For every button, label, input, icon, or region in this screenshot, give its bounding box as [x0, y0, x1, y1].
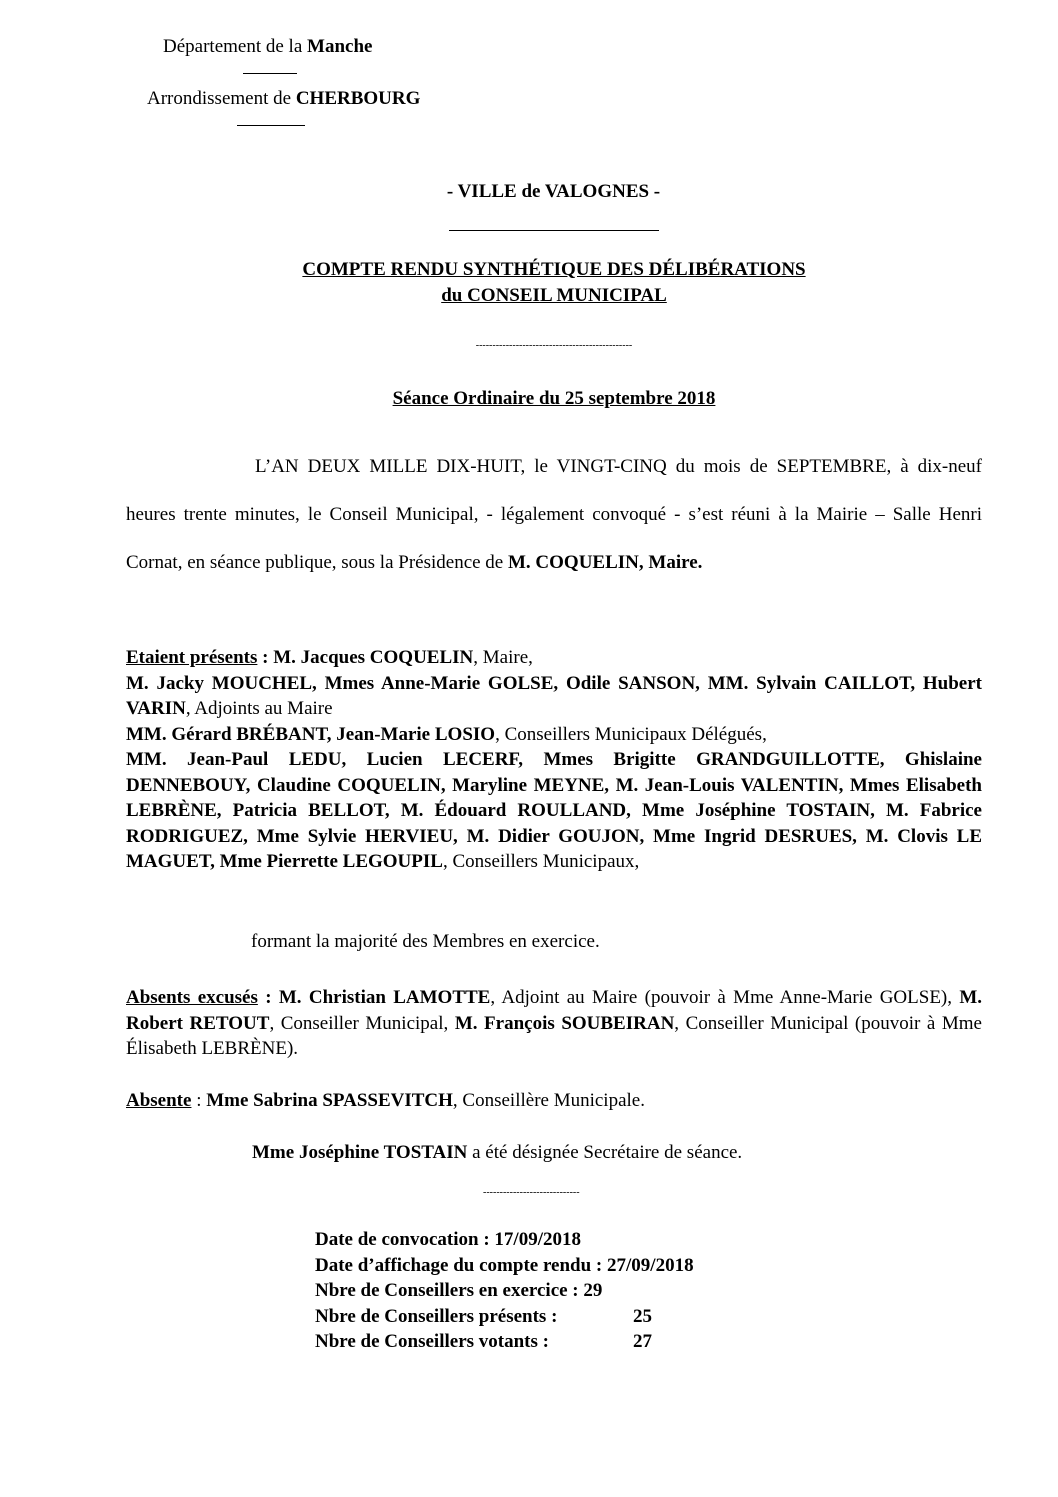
absent-text-2: , Conseiller Municipal,: [269, 1012, 455, 1034]
majority-text: formant la majorité des Membres en exercice.: [251, 931, 600, 952]
title-line-1: COMPTE RENDU SYNTHÉTIQUE DES DÉLIBÉRATIONS: [302, 259, 806, 280]
present-label: Etaient présents: [126, 647, 258, 668]
convocation-label: Date de convocation :: [315, 1229, 495, 1250]
arrondissement-prefix: Arrondissement de: [147, 88, 296, 109]
exercice-row: [315, 1278, 694, 1304]
arrondissement-name: CHERBOURG: [295, 88, 421, 109]
arrondissement-line: [147, 88, 420, 110]
presents-value: 25: [633, 1305, 652, 1327]
department-name: Manche: [307, 36, 373, 57]
title-line-2: du CONSEIL MUNICIPAL: [441, 285, 667, 306]
votants-value: 27: [633, 1331, 652, 1352]
stats-block: [315, 1227, 694, 1355]
delegues-role: , Conseillers Municipaux Délégués,: [495, 723, 767, 745]
absent-text-3: , Conseiller Municipal (pouvoir à Mme Élisabeth LEBRÈNE).: [126, 1012, 982, 1059]
absente-label: Absente: [126, 1090, 192, 1111]
presents-row: [315, 1304, 694, 1330]
department-prefix: Département de la: [163, 36, 308, 57]
absent-text-1: , Adjoint au Maire (pouvoir à Mme Anne-Marie GOLSE),: [490, 987, 960, 1008]
absente-line: Absente : Mme Sabrina SPASSEVITCH, Conseillère Municipale.: [126, 1090, 645, 1111]
header-divider-2: [237, 125, 305, 126]
absent-name-2: M. Robert RETOUT: [126, 987, 983, 1034]
absent-name-1: M. Christian LAMOTTE: [278, 987, 491, 1008]
absente-role: , Conseillère Municipale.: [452, 1090, 645, 1111]
convocation-value: 17/09/2018: [494, 1229, 581, 1250]
intro-paragraph: [126, 443, 982, 587]
present-members: Etaient présents : M. Jacques COQUELIN, Maire, M. Jacky MOUCHEL, Mmes Anne-Marie GOLSE, Odile SANSON, MM. Sylvain CAILLOT, Hubert VARIN, Adjoints au Maire MM. Gérard BRÉBANT, Jean-Marie LOSIO, Conseillers Municipaux Délégués, MM. Jean-Paul LEDU, Lucien LECERF, Mmes Brigitte GRANDGUILLOTTE, Ghislaine DENNEBOUY, Claudine COQUELIN, Maryline MEYNE, M. Jean-Louis VALENTIN, Mmes Elisabeth LEBRÈNE, Patricia BELLOT, M. Édouard ROULLAND, Mme Joséphine TOSTAIN, M. Fabrice RODRIGUEZ, Mme Sylvie HERVIEU, M. Didier GOUJON, Mme Ingrid DESRUES, M. Clovis LE MAGUET, Mme Pierrette LEGOUPIL, Conseillers Municipaux,: [126, 647, 982, 872]
affichage-value: 27/09/2018: [607, 1254, 694, 1276]
president-name: M. COQUELIN, Maire.: [508, 552, 703, 573]
affichage-label: Date d’affichage du compte rendu :: [315, 1254, 608, 1276]
delegues-names: MM. Gérard BRÉBANT, Jean-Marie LOSIO: [126, 723, 496, 745]
adjoints-names: M. Jacky MOUCHEL, Mmes Anne-Marie GOLSE, Odile SANSON, MM. Sylvain CAILLOT, Hubert VARIN: [126, 672, 982, 719]
department-line: [163, 36, 372, 58]
votants-row: [315, 1329, 694, 1355]
adjoints-role: , Adjoints au Maire: [185, 698, 333, 719]
secretary-line: [252, 1142, 742, 1164]
convocation-row: [315, 1227, 694, 1253]
conseillers-role: , Conseillers Municipaux,: [442, 851, 640, 872]
separator-short: -----------------------------: [483, 1187, 580, 1198]
maire-name: M. Jacques COQUELIN: [273, 647, 474, 668]
conseillers-names: MM. Jean-Paul LEDU, Lucien LECERF, Mmes Brigitte GRANDGUILLOTTE, Ghislaine DENNEBOUY, Claudine COQUELIN, Maryline MEYNE, M. Jean-Louis VALENTIN, Mmes Elisabeth LEBRÈNE, Patricia BELLOT, M. Édouard ROULLAND, Mme Joséphine TOSTAIN, M. Fabrice RODRIGUEZ, Mme Sylvie HERVIEU, M. Didier GOUJON, Mme Ingrid DESRUES, M. Clovis LE MAGUET, Mme Pierrette LEGOUPIL: [126, 749, 982, 872]
city-title: - VILLE de VALOGNES -: [446, 181, 661, 202]
absent-name-3: M. François SOUBEIRAN: [454, 1012, 675, 1034]
absente-name: Mme Sabrina SPASSEVITCH: [206, 1090, 453, 1111]
secretary-text: a été désignée Secrétaire de séance.: [467, 1142, 743, 1163]
session-title: Séance Ordinaire du 25 septembre 2018: [392, 388, 716, 409]
votants-label: Nbre de Conseillers votants :: [315, 1331, 549, 1352]
absent-excuses-label: Absents excusés: [126, 987, 258, 1008]
secretary-name: Mme Joséphine TOSTAIN: [252, 1142, 468, 1163]
maire-role: , Maire,: [473, 647, 533, 668]
absent-excuses: Absents excusés : M. Christian LAMOTTE, Adjoint au Maire (pouvoir à Mme Anne-Marie GOLSE), M. Robert RETOUT, Conseiller Municipal, M. François SOUBEIRAN, Conseiller Municipal (pouvoir à Mme Élisabeth LEBRÈNE).: [126, 987, 983, 1059]
header-divider-1: [243, 73, 297, 74]
separator-long: -----------------------------------------------: [475, 340, 633, 351]
intro-text: L’AN DEUX MILLE DIX-HUIT, le VINGT-CINQ du mois de SEPTEMBRE, à dix-neuf heures trente minutes, le Conseil Municipal, - légalement convoqué - s’est réuni à la Mairie – Salle Henri Cornat, en séance publique, sous la Présidence de: [126, 456, 982, 573]
city-divider: [449, 230, 659, 231]
presents-label: Nbre de Conseillers présents :: [315, 1305, 558, 1327]
exercice-value: 29: [583, 1280, 603, 1301]
exercice-label: Nbre de Conseillers en exercice :: [315, 1280, 584, 1301]
affichage-row: [315, 1253, 694, 1279]
document-title: [0, 257, 1058, 309]
